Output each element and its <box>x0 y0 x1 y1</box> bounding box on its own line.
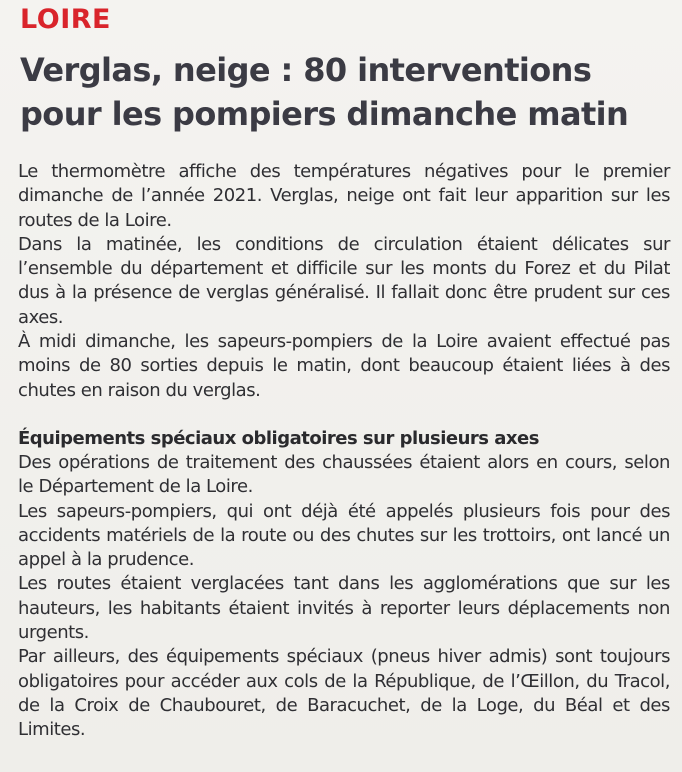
paragraph-conditions: Dans la matinée, les conditions de circulation étaient délicates sur l’ensemble du département et difficile sur les monts du Forez et du Pilat dus à la présence de verglas généralisé. Il fallait donc être prudent sur ces axes. <box>18 233 670 328</box>
headline-line-2: pour les pompiers dimanche matin <box>20 95 629 133</box>
article-body <box>18 160 670 743</box>
paragraph-treatment: Des opérations de traitement des chaussées étaient alors en cours, selon le Département de la Loire. <box>18 451 670 498</box>
paragraph-roads: Les routes étaient verglacées tant dans les agglomérations que sur les hauteurs, les habitants étaient invités à reporter leurs déplacements non urgents. <box>18 573 670 644</box>
article-headline <box>20 48 670 136</box>
headline-line-1: Verglas, neige : 80 interventions <box>20 51 592 89</box>
paragraph-interventions: À midi dimanche, les sapeurs-pompiers de la Loire avaient effectué pas moins de 80 sorties depuis le matin, dont beaucoup étaient liées à des chutes en raison du verglas. <box>18 331 670 401</box>
section-rubric: LOIRE <box>20 4 111 35</box>
paragraph-intro: Le thermomètre affiche des températures négatives pour le premier dimanche de l’année 2021. Verglas, neige ont fait leur apparition sur les routes de la Loire. <box>18 161 670 231</box>
paragraph-prudence: Les sapeurs-pompiers, qui ont déjà été appelés plusieurs fois pour des accidents matériels de la route ou des chutes sur les trottoirs, ont lancé un appel à la prudence. <box>18 500 670 571</box>
paragraph-equipment: Par ailleurs, des équipements spéciaux (pneus hiver admis) sont toujours obligatoires pour accéder aux cols de la République, de l’Œillon, du Tracol, de la Croix de Chaubouret, de Baracuchet, de la Loge, du Béal et des Limites. <box>18 646 670 741</box>
article-subhead: Équipements spéciaux obligatoires sur plusieurs axes <box>18 427 539 449</box>
